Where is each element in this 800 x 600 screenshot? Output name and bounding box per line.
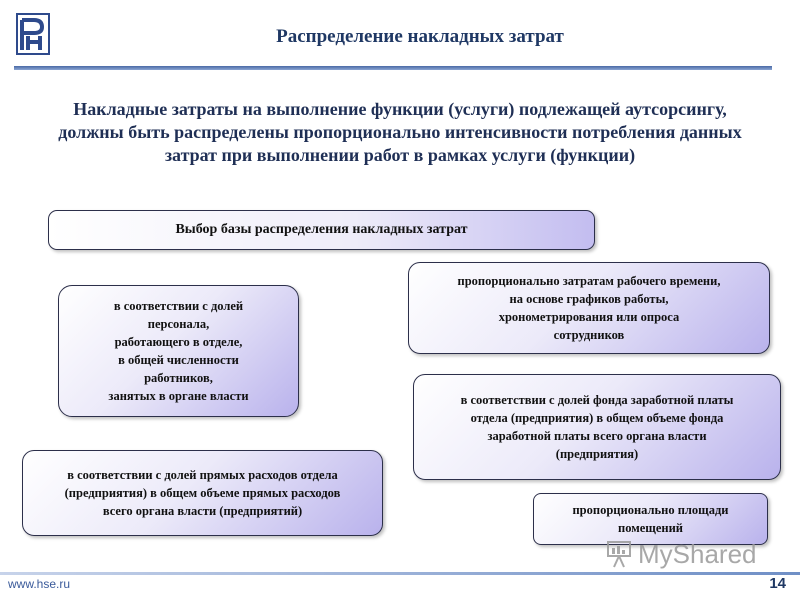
option-line: хронометрирования или опроса (498, 310, 680, 324)
page-number: 14 (769, 575, 786, 592)
option-line: отдела (предприятия) в общем объеме фонда (470, 411, 724, 425)
option-line: работников, (144, 371, 213, 385)
option-line: в соответствии с долей фонда заработной платы (460, 393, 734, 407)
option-line: пропорционально затратам рабочего времени, (457, 274, 721, 288)
option-staff-share (58, 285, 299, 417)
watermark-text: MyShared (638, 538, 757, 569)
footer-divider (0, 572, 800, 575)
option-line: в соответствии с долей прямых расходов отдела (67, 468, 338, 482)
option-line: на основе графиков работы, (509, 292, 669, 306)
option-line: работающего в отделе, (114, 335, 243, 349)
page-title: Распределение накладных затрат (276, 26, 564, 47)
option-line: (предприятия) в общем объеме прямых расходов (64, 486, 341, 500)
option-line: помещений (618, 521, 683, 535)
basis-selection-box (48, 210, 595, 250)
option-line: (предприятия) (555, 447, 639, 461)
option-line: в соответствии с долей (113, 299, 244, 313)
option-payroll-share (413, 374, 781, 480)
option-line: сотрудников (553, 328, 625, 342)
option-line: заработной платы всего органа власти (487, 429, 707, 443)
footer-url-link[interactable]: www.hse.ru (8, 577, 71, 591)
option-line: занятых в органе власти (108, 389, 249, 403)
header-divider (14, 66, 772, 70)
option-line: пропорционально площади (572, 503, 729, 517)
main-statement: Накладные затраты на выполнение функции (услуги) подлежащей аутсорсингу, должны быть распределены пропорционально интенсивности потребления данных затрат при выполнении работ в рамках услуги (функции) (58, 99, 742, 165)
chart-presenter-icon (606, 539, 634, 569)
option-work-time (408, 262, 770, 354)
option-line: всего органа власти (предприятий) (102, 504, 303, 518)
basis-selection-label: Выбор базы распределения накладных затрат (175, 222, 468, 237)
option-line: персонала, (147, 317, 210, 331)
option-direct-costs-share (22, 450, 383, 536)
watermark (606, 538, 757, 570)
option-line: в общей численности (118, 353, 239, 367)
